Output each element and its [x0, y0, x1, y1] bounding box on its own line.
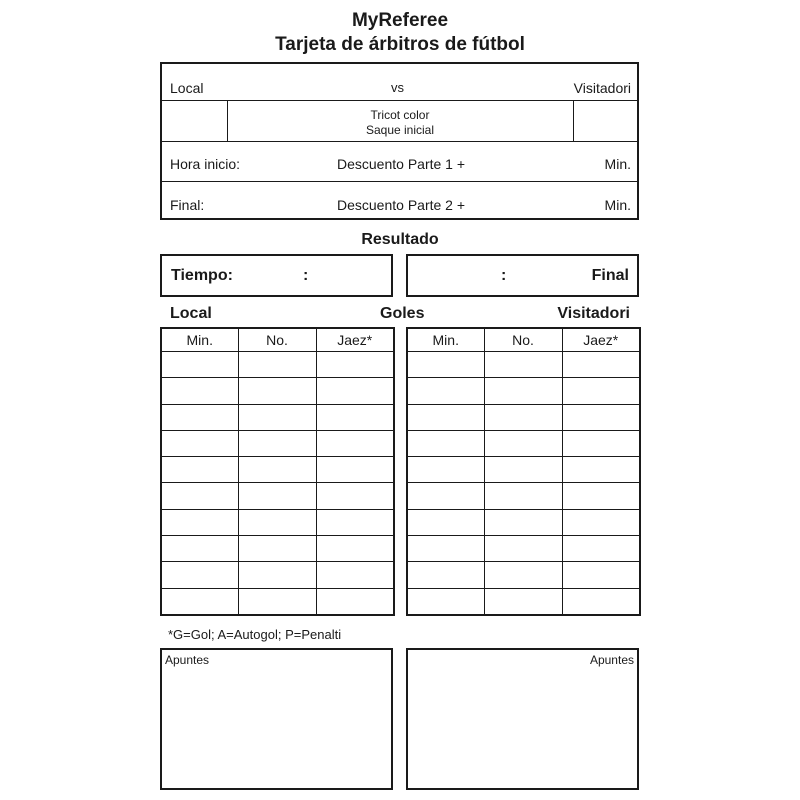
- table-row: [161, 588, 394, 615]
- goals-column-header: No.: [238, 328, 316, 352]
- divider-line: [162, 141, 637, 142]
- goal-entry-cell[interactable]: [407, 562, 484, 588]
- goal-entry-cell[interactable]: [161, 536, 238, 562]
- goal-entry-cell[interactable]: [484, 457, 562, 483]
- goal-entry-cell[interactable]: [562, 430, 640, 456]
- vs-label: vs: [391, 80, 404, 95]
- goal-entry-cell[interactable]: [484, 536, 562, 562]
- goals-column-header: Jaez*: [316, 328, 394, 352]
- goal-entry-cell[interactable]: [407, 378, 484, 404]
- goal-entry-cell[interactable]: [562, 483, 640, 509]
- goal-entry-cell[interactable]: [407, 509, 484, 535]
- notes-left-box[interactable]: [160, 648, 393, 790]
- minutes-label: Min.: [604, 197, 631, 213]
- goal-entry-cell[interactable]: [562, 562, 640, 588]
- result-left-box: [160, 254, 393, 297]
- goal-entry-cell[interactable]: [161, 404, 238, 430]
- goal-entry-cell[interactable]: [484, 588, 562, 615]
- goal-entry-cell[interactable]: [316, 457, 394, 483]
- time-label: Tiempo:: [171, 267, 233, 284]
- goals-column-header: Jaez*: [562, 328, 640, 352]
- goal-entry-cell[interactable]: [238, 457, 316, 483]
- divider-line: [573, 100, 574, 141]
- goal-entry-cell[interactable]: [161, 483, 238, 509]
- goal-entry-cell[interactable]: [161, 562, 238, 588]
- table-row: [407, 536, 640, 562]
- away-goals-table: [406, 327, 641, 616]
- score-separator: :: [303, 267, 309, 284]
- table-row: [161, 457, 394, 483]
- goal-entry-cell[interactable]: [407, 483, 484, 509]
- brand-title: MyReferee: [351, 10, 449, 31]
- goal-entry-cell[interactable]: [562, 352, 640, 378]
- end-label: Final:: [170, 197, 205, 213]
- kit-color-label: Tricot color: [370, 108, 430, 122]
- goals-header-row: [161, 328, 394, 352]
- home-goals-table: [160, 327, 395, 616]
- goal-entry-cell[interactable]: [407, 588, 484, 615]
- goal-entry-cell[interactable]: [484, 352, 562, 378]
- result-right-box: [406, 254, 639, 297]
- table-row: [161, 536, 394, 562]
- goals-column-header: Min.: [161, 328, 238, 352]
- table-row: [407, 352, 640, 378]
- match-info-box: [160, 62, 639, 220]
- goal-entry-cell[interactable]: [407, 352, 484, 378]
- goals-column-header: No.: [484, 328, 562, 352]
- table-row: [161, 430, 394, 456]
- goal-entry-cell[interactable]: [562, 509, 640, 535]
- goal-entry-cell[interactable]: [316, 352, 394, 378]
- goal-entry-cell[interactable]: [316, 483, 394, 509]
- goals-heading: Goles: [380, 305, 425, 322]
- goal-entry-cell[interactable]: [161, 588, 238, 615]
- goal-entry-cell[interactable]: [161, 378, 238, 404]
- goal-entry-cell[interactable]: [161, 352, 238, 378]
- divider-line: [162, 100, 637, 101]
- table-row: [407, 457, 640, 483]
- goal-entry-cell[interactable]: [407, 404, 484, 430]
- goal-entry-cell[interactable]: [238, 430, 316, 456]
- goal-entry-cell[interactable]: [484, 562, 562, 588]
- goal-entry-cell[interactable]: [484, 430, 562, 456]
- goal-entry-cell[interactable]: [238, 483, 316, 509]
- score-separator: :: [501, 267, 507, 284]
- goal-entry-cell[interactable]: [238, 404, 316, 430]
- added-time-2-label: Descuento Parte 2 +: [337, 197, 466, 213]
- kickoff-label: Saque inicial: [365, 123, 435, 137]
- final-label: Final: [591, 267, 629, 284]
- goals-home-label: Local: [170, 305, 212, 322]
- goal-entry-cell[interactable]: [238, 378, 316, 404]
- divider-line: [162, 181, 637, 182]
- goals-header-row: [407, 328, 640, 352]
- table-row: [407, 562, 640, 588]
- table-row: [161, 483, 394, 509]
- added-time-1-label: Descuento Parte 1 +: [337, 156, 466, 172]
- goal-entry-cell[interactable]: [562, 378, 640, 404]
- table-row: [407, 404, 640, 430]
- table-row: [407, 588, 640, 615]
- goals-column-header: Min.: [407, 328, 484, 352]
- goal-entry-cell[interactable]: [161, 509, 238, 535]
- card-title: Tarjeta de árbitros de fútbol: [275, 34, 525, 55]
- result-heading: Resultado: [361, 231, 439, 248]
- goal-entry-cell[interactable]: [316, 509, 394, 535]
- legend-note: *G=Gol; A=Autogol; P=Penalti: [168, 627, 342, 642]
- goal-entry-cell[interactable]: [238, 562, 316, 588]
- goal-entry-cell[interactable]: [238, 352, 316, 378]
- goal-entry-cell[interactable]: [316, 562, 394, 588]
- goal-entry-cell[interactable]: [316, 588, 394, 615]
- goal-entry-cell[interactable]: [484, 378, 562, 404]
- goal-entry-cell[interactable]: [161, 457, 238, 483]
- goal-entry-cell[interactable]: [407, 430, 484, 456]
- goal-entry-cell[interactable]: [407, 457, 484, 483]
- goal-entry-cell[interactable]: [484, 483, 562, 509]
- goal-entry-cell[interactable]: [316, 430, 394, 456]
- table-row: [407, 430, 640, 456]
- goal-entry-cell[interactable]: [484, 404, 562, 430]
- notes-left-label: Apuntes: [165, 653, 210, 667]
- away-team-label: Visitadori: [573, 80, 631, 96]
- table-row: [407, 483, 640, 509]
- goal-entry-cell[interactable]: [562, 404, 640, 430]
- table-row: [161, 352, 394, 378]
- goal-entry-cell[interactable]: [238, 588, 316, 615]
- goals-away-label: Visitadori: [557, 305, 630, 322]
- goal-entry-cell[interactable]: [238, 536, 316, 562]
- start-time-label: Hora inicio:: [170, 156, 241, 172]
- table-row: [161, 404, 394, 430]
- table-row: [161, 509, 394, 535]
- notes-right-label: Apuntes: [589, 653, 634, 667]
- notes-right-box[interactable]: [406, 648, 639, 790]
- table-row: [407, 509, 640, 535]
- home-team-label: Local: [170, 80, 204, 96]
- goal-entry-cell[interactable]: [484, 509, 562, 535]
- goal-entry-cell[interactable]: [316, 536, 394, 562]
- goal-entry-cell[interactable]: [161, 430, 238, 456]
- goal-entry-cell[interactable]: [562, 588, 640, 615]
- goal-entry-cell[interactable]: [238, 509, 316, 535]
- goal-entry-cell[interactable]: [562, 536, 640, 562]
- goal-entry-cell[interactable]: [316, 378, 394, 404]
- table-row: [407, 378, 640, 404]
- minutes-label: Min.: [604, 156, 631, 172]
- goal-entry-cell[interactable]: [562, 457, 640, 483]
- goal-entry-cell[interactable]: [407, 536, 484, 562]
- table-row: [161, 562, 394, 588]
- goal-entry-cell[interactable]: [316, 404, 394, 430]
- table-row: [161, 378, 394, 404]
